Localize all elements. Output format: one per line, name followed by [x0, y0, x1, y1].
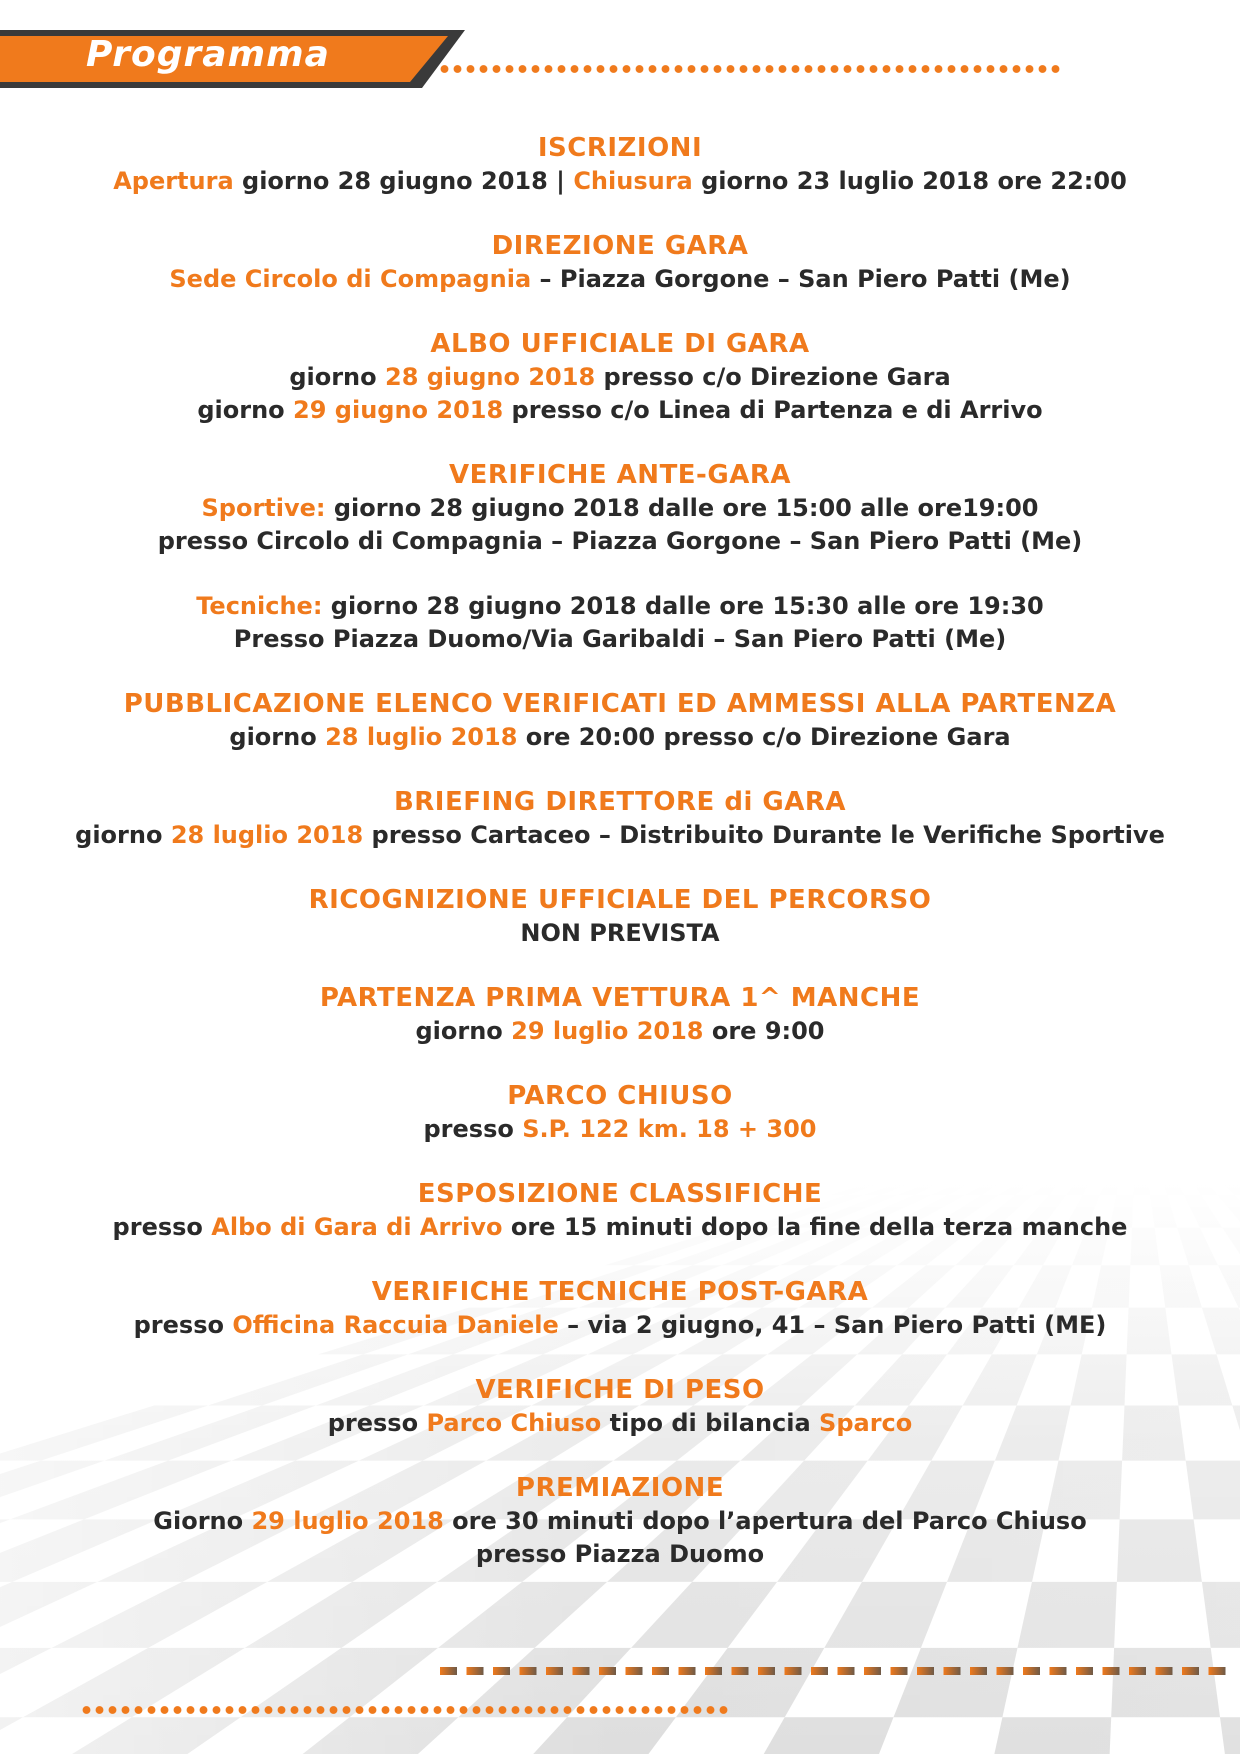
section-line [0, 917, 1240, 950]
body-text: giorno [289, 363, 385, 391]
section-heading: ALBO UFFICIALE DI GARA [430, 329, 810, 359]
section-heading: DIREZIONE GARA [491, 231, 749, 261]
section-heading: ESPOSIZIONE CLASSIFICHE [417, 1179, 823, 1209]
section-line [0, 1113, 1240, 1146]
page-title: Programma [86, 34, 330, 75]
section-line [0, 1309, 1240, 1342]
body-text: giorno [415, 1017, 512, 1045]
section-line [0, 394, 1240, 427]
body-text: ore 15 minuti dopo la fine della terza manche [502, 1213, 1128, 1241]
body-text: presso Circolo di Compagnia – Piazza Gorgone – San Piero Patti (Me) [157, 527, 1083, 555]
program-list [0, 132, 1240, 1603]
body-text: NON PREVISTA [520, 919, 720, 947]
program-section [0, 459, 1240, 558]
section-heading: VERIFICHE DI PESO [475, 1375, 765, 1405]
program-section [0, 1080, 1240, 1146]
highlight-text: Parco Chiuso [426, 1409, 602, 1437]
section-heading: VERIFICHE ANTE-GARA [449, 460, 791, 490]
highlight-text: 28 luglio 2018 [325, 723, 518, 751]
section-line [0, 1015, 1240, 1048]
program-section [0, 786, 1240, 852]
body-text: Presso Piazza Duomo/Via Garibaldi – San Piero Patti (Me) [233, 625, 1007, 653]
section-line [0, 1211, 1240, 1244]
highlight-text: 29 giugno 2018 [293, 396, 504, 424]
section-line [0, 525, 1240, 558]
section-heading: PUBBLICAZIONE ELENCO VERIFICATI ED AMMESSI ALLA PARTENZA [123, 689, 1117, 719]
highlight-text: Sparco [819, 1409, 913, 1437]
program-section [0, 982, 1240, 1048]
section-heading: RICOGNIZIONE UFFICIALE DEL PERCORSO [308, 885, 932, 915]
section-line [0, 263, 1240, 296]
highlight-text: Sede Circolo di Compagnia [169, 265, 532, 293]
program-section [0, 884, 1240, 950]
section-line [0, 721, 1240, 754]
body-text: giorno [75, 821, 171, 849]
section-line [0, 1505, 1240, 1538]
section-heading: PREMIAZIONE [515, 1473, 725, 1503]
program-section [0, 1276, 1240, 1342]
body-text: – Piazza Gorgone – San Piero Patti (Me) [531, 265, 1071, 293]
body-text: presso Cartaceo – Distribuito Durante le Verifiche Sportive [363, 821, 1165, 849]
program-section [0, 328, 1240, 427]
section-line [0, 361, 1240, 394]
highlight-text: Tecniche: [196, 592, 323, 620]
body-text: presso [423, 1115, 523, 1143]
highlight-text: S.P. 122 km. 18 + 300 [522, 1115, 817, 1143]
body-text: presso Piazza Duomo [475, 1540, 765, 1568]
body-text: Giorno [153, 1507, 252, 1535]
section-line [0, 590, 1240, 623]
section-line [0, 492, 1240, 525]
body-text: ore 9:00 [703, 1017, 825, 1045]
highlight-text: Chiusura [573, 167, 693, 195]
bottom-dashed-divider [438, 1666, 1228, 1676]
bottom-dotted-divider [80, 1704, 730, 1716]
highlight-text: Albo di Gara di Arrivo [211, 1213, 503, 1241]
section-heading: BRIEFING DIRETTORE di GARA [393, 787, 847, 817]
body-text: giorno [197, 396, 294, 424]
body-text: giorno 23 luglio 2018 ore 22:00 [692, 167, 1127, 195]
body-text: – via 2 giugno, 41 – San Piero Patti (ME) [558, 1311, 1107, 1339]
program-section [0, 132, 1240, 198]
highlight-text: 28 giugno 2018 [385, 363, 596, 391]
body-text: ore 30 minuti dopo l’apertura del Parco Chiuso [443, 1507, 1087, 1535]
body-text: giorno 28 giugno 2018 dalle ore 15:30 alle ore 19:30 [322, 592, 1044, 620]
body-text: giorno [229, 723, 326, 751]
section-heading: PARCO CHIUSO [507, 1081, 733, 1111]
section-line [0, 165, 1240, 198]
highlight-text: 29 luglio 2018 [511, 1017, 704, 1045]
section-line [0, 1538, 1240, 1571]
highlight-text: 29 luglio 2018 [251, 1507, 444, 1535]
header-dotted-divider [438, 63, 1060, 75]
body-text: ore 20:00 presso c/o Direzione Gara [517, 723, 1011, 751]
program-section [0, 688, 1240, 754]
body-text: presso [133, 1311, 233, 1339]
body-text: giorno 28 giugno 2018 | [233, 167, 574, 195]
section-heading: ISCRIZIONI [537, 133, 703, 163]
section-heading: VERIFICHE TECNICHE POST-GARA [371, 1277, 869, 1307]
body-text: presso [112, 1213, 212, 1241]
program-section [0, 1178, 1240, 1244]
section-line [0, 623, 1240, 656]
body-text: presso c/o Direzione Gara [595, 363, 951, 391]
body-text: presso c/o Linea di Partenza e di Arrivo [503, 396, 1043, 424]
highlight-text: Sportive: [201, 494, 326, 522]
highlight-text: Apertura [113, 167, 234, 195]
highlight-text: 28 luglio 2018 [170, 821, 364, 849]
body-text: tipo di bilancia [601, 1409, 820, 1437]
program-section [0, 590, 1240, 656]
section-line [0, 1407, 1240, 1440]
section-line [0, 819, 1240, 852]
program-section [0, 1472, 1240, 1571]
program-section [0, 230, 1240, 296]
body-text: presso [327, 1409, 427, 1437]
section-heading: PARTENZA PRIMA VETTURA 1^ MANCHE [319, 983, 921, 1013]
highlight-text: Officina Raccuia Daniele [232, 1311, 559, 1339]
program-section [0, 1374, 1240, 1440]
body-text: giorno 28 giugno 2018 dalle ore 15:00 alle ore19:00 [325, 494, 1039, 522]
